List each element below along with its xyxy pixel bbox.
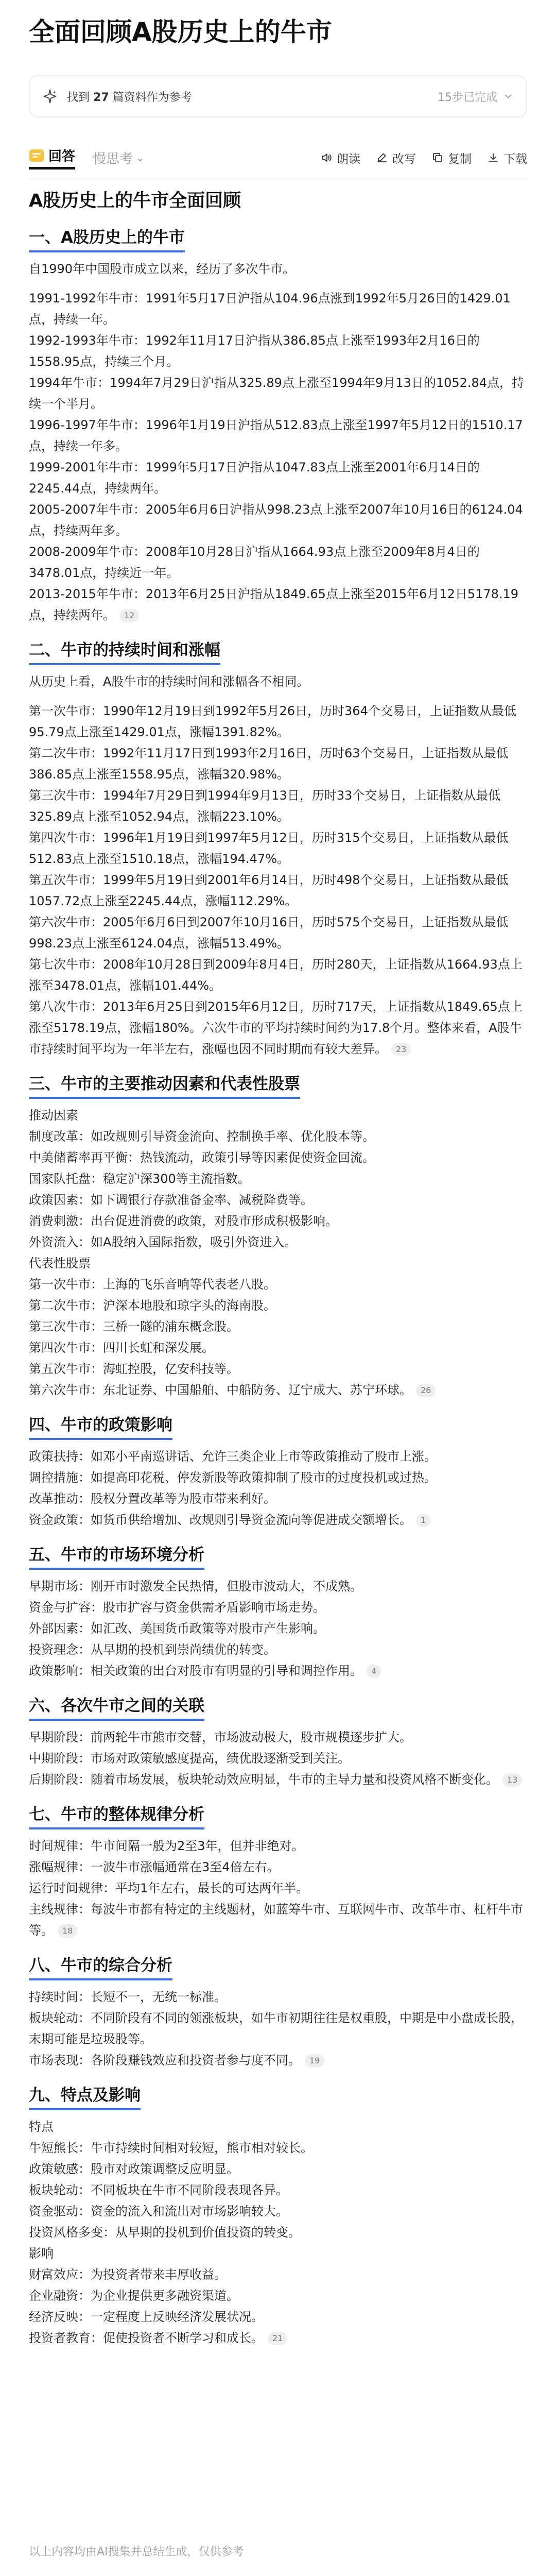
paragraph bbox=[29, 912, 527, 954]
paragraph bbox=[29, 1836, 527, 1857]
edit-icon bbox=[376, 151, 388, 164]
paragraph-text: 早期阶段：前两轮牛市熊市交替，市场波动极大，股市规模逐步扩大。 bbox=[29, 1730, 412, 1744]
paragraph-text: 板块轮动：不同阶段有不同的领涨板块，如牛市初期往往是权重股，中期是中小盘成长股，末期可能是垃圾股等。 bbox=[29, 2011, 523, 2046]
paragraph-text: 2005-2007年牛市：2005年6月6日沪指从998.23点上涨至2007年10月16日的6124.04点，持续两年多。 bbox=[29, 502, 523, 538]
paragraph-text: 1991-1992年牛市：1991年5月17日沪指从104.96点涨到1992年5月26日的1429.01点，持续一年。 bbox=[29, 291, 511, 327]
paragraph-text: 第六次牛市：2005年6月6日到2007年10月16日，历时575个交易日，上证指数从最低998.23点上涨至6124.04点，涨幅513.49%。 bbox=[29, 915, 509, 951]
paragraph bbox=[29, 701, 527, 743]
paragraph-text: 经济反映：一定程度上反映经济发展状况。 bbox=[29, 2310, 264, 2324]
section-heading: 二、牛市的持续时间和涨幅 bbox=[29, 637, 220, 665]
paragraph-text: 第六次牛市：东北证券、中国船舶、中船防务、辽宁成大、苏宁环球。 bbox=[29, 1383, 412, 1397]
paragraph-text: 国家队托盘：稳定沪深300等主流指数。 bbox=[29, 1172, 250, 1186]
paragraph-text: 1996-1997年牛市：1996年1月19日沪指从512.83点上涨至1997年5月12日的1510.17点，持续一年多。 bbox=[29, 418, 523, 453]
paragraph-text: 第三次牛市：三桥一隧的浦东概念股。 bbox=[29, 1319, 239, 1334]
paragraph bbox=[29, 1380, 527, 1401]
page-title: 全面回顾A股历史上的牛市 bbox=[29, 17, 332, 47]
paragraph-text: 2008-2009年牛市：2008年10月28日沪指从1664.93点上涨至2009年8月4日的3478.01点，持续近一年。 bbox=[29, 545, 480, 580]
ai-disclaimer: 以上内容均由AI搜集并总结生成，仅供参考 bbox=[29, 2546, 244, 2558]
paragraph-text: 主线规律：每波牛市都有特定的主线题材，如蓝筹牛市、互联网牛市、改革牛市、杠杆牛市等。 bbox=[29, 1902, 523, 1938]
citation-badge[interactable]: 26 bbox=[416, 1384, 436, 1397]
section-heading: 八、牛市的综合分析 bbox=[29, 1953, 172, 1980]
paragraph bbox=[29, 2307, 527, 2328]
paragraph bbox=[29, 2264, 527, 2285]
section-heading: 五、牛市的市场环境分析 bbox=[29, 1542, 204, 1570]
paragraph-text: 资金政策：如货币供给增加、改规则引导资金流向等促进成交额增长。 bbox=[29, 1513, 412, 1527]
paragraph bbox=[29, 671, 527, 692]
read-aloud-button[interactable]: 朗读 bbox=[320, 149, 360, 166]
paragraph bbox=[29, 1232, 527, 1253]
paragraph-text: 第四次牛市：1996年1月19日到1997年5月12日，历时315个交易日，上证指数从最低512.83点上涨至1510.18点，涨幅194.47%。 bbox=[29, 831, 509, 866]
paragraph-text: 资金与扩容：股市扩容与资金供需矛盾影响市场走势。 bbox=[29, 1600, 325, 1615]
paragraph-text: 2013-2015年牛市：2013年6月25日沪指从1849.65点上涨至2015年6月12日5178.19点，持续两年。 bbox=[29, 587, 519, 622]
paragraph bbox=[29, 457, 527, 499]
paragraph bbox=[29, 1576, 527, 1597]
section-heading: 四、牛市的政策影响 bbox=[29, 1412, 172, 1440]
paragraph-text: 牛短熊长：牛市持续时间相对较短，熊市相对较长。 bbox=[29, 2141, 313, 2155]
paragraph-text: 外资流入：如A股纳入国际指数，吸引外资进入。 bbox=[29, 1235, 297, 1249]
citation-badge[interactable]: 23 bbox=[391, 1043, 411, 1056]
paragraph-text: 影响 bbox=[29, 2246, 54, 2261]
paragraph bbox=[29, 2050, 527, 2071]
paragraph bbox=[29, 1126, 527, 1147]
paragraph bbox=[29, 827, 527, 870]
paragraph-text: 时间规律：牛市间隔一般为2至3年，但并非绝对。 bbox=[29, 1839, 304, 1853]
paragraph bbox=[29, 954, 527, 996]
paragraph bbox=[29, 2138, 527, 2159]
paragraph-text: 第一次牛市：上海的飞乐音响等代表老八股。 bbox=[29, 1277, 276, 1292]
copy-button[interactable]: 复制 bbox=[431, 149, 472, 166]
paragraph bbox=[29, 1510, 527, 1531]
paragraph-text: 第七次牛市：2008年10月28日到2009年8月4日，历时280天，上证指数从1664.93点上涨至3478.01点，涨幅101.44%。 bbox=[29, 957, 523, 993]
paragraph-text: 政策扶持：如邓小平南巡讲话、允许三类企业上市等政策推动了股市上涨。 bbox=[29, 1449, 437, 1464]
sources-bar[interactable] bbox=[29, 75, 527, 117]
paragraph-text: 中期阶段：市场对政策敏感度提高，绩优股逐渐受到关注。 bbox=[29, 1751, 350, 1766]
citation-badge[interactable]: 4 bbox=[367, 1665, 381, 1678]
citation-badge[interactable]: 19 bbox=[305, 2054, 324, 2067]
section-heading: 六、各次牛市之间的关联 bbox=[29, 1693, 204, 1721]
divider bbox=[29, 178, 527, 179]
paragraph bbox=[29, 584, 527, 626]
chevron-down-icon[interactable] bbox=[502, 91, 514, 102]
tab-slow-thinking-label: 慢思考 bbox=[93, 151, 133, 167]
paragraph bbox=[29, 870, 527, 912]
article-section bbox=[29, 225, 527, 626]
paragraph bbox=[29, 2328, 527, 2349]
paragraph bbox=[29, 330, 527, 372]
article-section bbox=[29, 1693, 527, 1790]
paragraph-text: 政策因素：如下调银行存款准备金率、减税降费等。 bbox=[29, 1193, 313, 1207]
paragraph-text: 市场表现：各阶段赚钱效应和投资者参与度不同。 bbox=[29, 2053, 301, 2067]
paragraph-text: 涨幅规律：一波牛市涨幅通常在3至4倍左右。 bbox=[29, 1860, 280, 1874]
tab-answer-label: 回答 bbox=[48, 149, 76, 164]
paragraph bbox=[29, 499, 527, 541]
citation-badge[interactable]: 1 bbox=[416, 1514, 430, 1527]
paragraph bbox=[29, 1878, 527, 1899]
paragraph bbox=[29, 2222, 527, 2243]
answer-article bbox=[29, 185, 527, 2349]
paragraph bbox=[29, 1190, 527, 1211]
paragraph bbox=[29, 1446, 527, 1467]
paragraph-text: 运行时间规律：平均1年左右，最长的可达两年半。 bbox=[29, 1881, 309, 1895]
section-heading: 三、牛市的主要推动因素和代表性股票 bbox=[29, 1071, 300, 1099]
article-section bbox=[29, 1071, 527, 1401]
citation-badge[interactable]: 13 bbox=[502, 1773, 522, 1787]
paragraph-text: 自1990年中国股市成立以来，经历了多次牛市。 bbox=[29, 262, 296, 276]
paragraph-text: 外部因素：如汇改、美国货币政策等对股市产生影响。 bbox=[29, 1621, 325, 1636]
paragraph-text: 1994年牛市：1994年7月29日沪指从325.89点上涨至1994年9月13日的1052.84点，持续一个半月。 bbox=[29, 376, 525, 411]
paragraph bbox=[29, 743, 527, 785]
paragraph bbox=[29, 2159, 527, 2180]
paragraph-text: 政策影响：相关政策的出台对股市有明显的引导和调控作用。 bbox=[29, 1664, 362, 1678]
paragraph bbox=[29, 288, 527, 330]
speaker-icon bbox=[320, 151, 333, 164]
citation-badge[interactable]: 21 bbox=[268, 2332, 287, 2345]
answer-icon bbox=[29, 149, 44, 162]
paragraph-text: 板块轮动：不同板块在牛市不同阶段表现各异。 bbox=[29, 2183, 288, 2197]
paragraph-text: 消费刺激：出台促进消费的政策，对股市形成积极影响。 bbox=[29, 1214, 338, 1228]
article-section bbox=[29, 1542, 527, 1682]
paragraph bbox=[29, 996, 527, 1060]
paragraph-text: 投资理念：从早期的投机到崇尚绩优的转变。 bbox=[29, 1642, 276, 1657]
article-title: A股历史上的牛市全面回顾 bbox=[29, 191, 241, 211]
paragraph-text: 代表性股票 bbox=[29, 1256, 91, 1270]
article-section bbox=[29, 1412, 527, 1531]
paragraph bbox=[29, 1597, 527, 1618]
paragraph-text: 制度改革：如改规则引导资金流向、控制换手率、优化股本等。 bbox=[29, 1129, 375, 1144]
paragraph bbox=[29, 541, 527, 584]
section-heading: 七、牛市的整体规律分析 bbox=[29, 1802, 204, 1829]
paragraph-text: 持续时间：长短不一，无统一标准。 bbox=[29, 1990, 227, 2004]
paragraph bbox=[29, 2285, 527, 2307]
paragraph-text: 第一次牛市：1990年12月19日到1992年5月26日，历时364个交易日，上证指数从最低95.79点上涨至1429.01点，涨幅1391.82%。 bbox=[29, 704, 516, 739]
article-section bbox=[29, 1802, 527, 1941]
paragraph-text: 第四次牛市：四川长虹和深发展。 bbox=[29, 1341, 214, 1355]
paragraph-text: 第五次牛市：海虹控股，亿安科技等。 bbox=[29, 1362, 239, 1376]
copy-icon bbox=[431, 151, 444, 164]
paragraph bbox=[29, 1211, 527, 1232]
paragraph bbox=[29, 2201, 527, 2222]
paragraph bbox=[29, 2243, 527, 2264]
section-heading: 一、A股历史上的牛市 bbox=[29, 225, 185, 252]
citation-badge[interactable]: 18 bbox=[58, 1924, 77, 1938]
download-button[interactable]: 下载 bbox=[487, 149, 527, 166]
paragraph-text: 资金驱动：资金的流入和流出对市场影响较大。 bbox=[29, 2204, 288, 2218]
paragraph-text: 调控措施：如提高印花税、停发新股等政策抑制了股市的过度投机或过热。 bbox=[29, 1470, 437, 1485]
paragraph-text: 1992-1993年牛市：1992年11月17日沪指从386.85点上涨至1993年2月16日的1558.95点，持续三个月。 bbox=[29, 333, 480, 369]
paragraph-text: 从历史上看，A股牛市的持续时间和涨幅各不相同。 bbox=[29, 674, 309, 689]
article-section bbox=[29, 637, 527, 1060]
paragraph bbox=[29, 1147, 527, 1168]
paragraph bbox=[29, 1337, 527, 1359]
paragraph bbox=[29, 1105, 527, 1126]
paragraph bbox=[29, 1168, 527, 1190]
sources-summary: 找到 27 篇资料作为参考 bbox=[67, 91, 192, 104]
answer-tabs bbox=[29, 142, 527, 173]
paragraph-text: 企业融资：为企业提供更多融资渠道。 bbox=[29, 2289, 239, 2303]
article-section bbox=[29, 2082, 527, 2349]
paragraph bbox=[29, 1467, 527, 1488]
paragraph bbox=[29, 1987, 527, 2008]
citation-badge[interactable]: 12 bbox=[119, 609, 139, 622]
chevron-down-icon: ⌄ bbox=[136, 151, 145, 164]
paragraph bbox=[29, 1316, 527, 1337]
paragraph-text: 投资风格多变：从早期的投机到价值投资的转变。 bbox=[29, 2225, 301, 2240]
paragraph bbox=[29, 2180, 527, 2201]
paragraph-text: 第八次牛市：2013年6月25日到2015年6月12日，历时717天，上证指数从1849.65点上涨至5178.19点，涨幅180%。六次牛市的平均持续时间约为17.8个月。整体来看，A股牛市持续时间平均为一年半左右，涨幅也因不同时期而有较大差异。 bbox=[29, 999, 523, 1056]
paragraph bbox=[29, 1660, 527, 1682]
article-section bbox=[29, 1953, 527, 2071]
paragraph bbox=[29, 1359, 527, 1380]
paragraph bbox=[29, 1488, 527, 1510]
paragraph bbox=[29, 1639, 527, 1660]
paragraph-text: 早期市场：刚开市时激发全民热情，但股市波动大，不成熟。 bbox=[29, 1579, 362, 1594]
sparkle-icon bbox=[42, 89, 58, 104]
paragraph-text: 改革推动：股权分置改革等为股市带来利好。 bbox=[29, 1492, 276, 1506]
steps-status: 15步已完成 bbox=[438, 91, 497, 104]
paragraph bbox=[29, 1295, 527, 1316]
paragraph-text: 第二次牛市：沪深本地股和琼字头的海南股。 bbox=[29, 1298, 276, 1313]
paragraph bbox=[29, 1748, 527, 1769]
paragraph-text: 第三次牛市：1994年7月29日到1994年9月13日，历时33个交易日，上证指数从最低325.89点上涨至1052.94点，涨幅223.10%。 bbox=[29, 788, 501, 824]
rewrite-button[interactable]: 改写 bbox=[376, 149, 416, 166]
paragraph bbox=[29, 259, 527, 280]
paragraph-text: 1999-2001年牛市：1999年5月17日沪指从1047.83点上涨至2001年6月14日的2245.44点，持续两年。 bbox=[29, 460, 480, 496]
paragraph bbox=[29, 2008, 527, 2050]
tab-answer[interactable] bbox=[29, 146, 75, 170]
paragraph bbox=[29, 1857, 527, 1878]
answer-actions bbox=[305, 149, 527, 166]
paragraph bbox=[29, 372, 527, 415]
paragraph-text: 中美储蓄率再平衡：热钱流动，政策引导等因素促使资金回流。 bbox=[29, 1150, 375, 1165]
paragraph bbox=[29, 1274, 527, 1295]
section-heading: 九、特点及影响 bbox=[29, 2082, 141, 2110]
paragraph-text: 第二次牛市：1992年11月17日到1993年2月16日，历时63个交易日，上证指数从最低386.85点上涨至1558.95点，涨幅320.98%。 bbox=[29, 746, 509, 782]
paragraph bbox=[29, 415, 527, 457]
paragraph bbox=[29, 1727, 527, 1748]
paragraph-text: 第五次牛市：1999年5月19日到2001年6月14日，历时498个交易日，上证指数从最低1057.72点上涨至2245.44点，涨幅112.29%。 bbox=[29, 873, 509, 908]
download-icon bbox=[487, 151, 499, 164]
paragraph bbox=[29, 1899, 527, 1941]
paragraph bbox=[29, 1253, 527, 1274]
paragraph-text: 推动因素 bbox=[29, 1108, 78, 1123]
tab-slow-thinking[interactable] bbox=[93, 148, 145, 167]
paragraph bbox=[29, 2116, 527, 2138]
paragraph bbox=[29, 785, 527, 827]
paragraph-text: 财富效应：为投资者带来丰厚收益。 bbox=[29, 2267, 227, 2282]
paragraph-text: 投资者教育：促使投资者不断学习和成长。 bbox=[29, 2331, 264, 2345]
paragraph-text: 特点 bbox=[29, 2120, 54, 2134]
paragraph bbox=[29, 1618, 527, 1639]
paragraph-text: 后期阶段：随着市场发展，板块轮动效应明显，牛市的主导力量和投资风格不断变化。 bbox=[29, 1772, 498, 1787]
paragraph-text: 政策敏感：股市对政策调整反应明显。 bbox=[29, 2162, 239, 2176]
paragraph bbox=[29, 1769, 527, 1790]
